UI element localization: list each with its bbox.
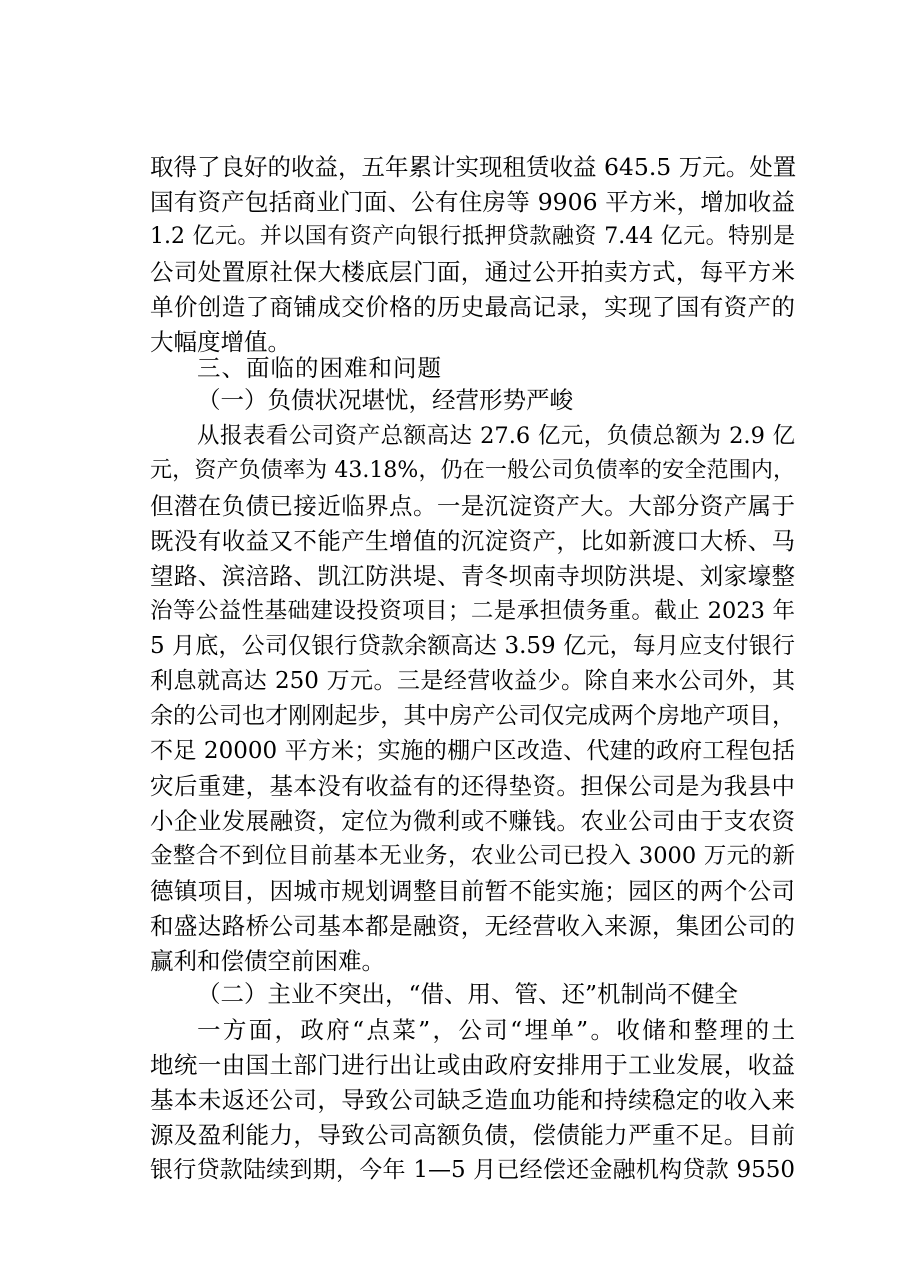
body-text-line: 取得了良好的收益，五年累计实现租赁收益 645.5 万元。处置 [150,153,797,181]
body-text-line: 灾后重建，基本没有收益有的还得垫资。担保公司是为我县中 [150,772,795,800]
body-text-line: 赢利和偿债空前困难。 [150,947,385,975]
body-text-line: 元，资产负债率为 43.18%，仍在一般公司负债率的安全范围内， [150,458,795,483]
body-text-line: 源及盈利能力，导致公司高额负债，偿债能力严重不足。目前 [150,1121,795,1149]
body-text-line: 德镇项目，因城市规划调整目前暂不能实施；园区的两个公司 [150,877,795,905]
body-text-line: 基本未返还公司，导致公司缺乏造血功能和持续稳定的收入来 [150,1086,795,1114]
body-text-line: 从报表看公司资产总额高达 27.6 亿元，负债总额为 2.9 亿 [197,423,795,449]
body-text-line: 1.2 亿元。并以国有资产向银行抵押贷款融资 7.44 亿元。特别是 [150,224,795,249]
body-text-line: 余的公司也才刚刚起步，其中房产公司仅完成两个房地产项目， [150,703,795,729]
body-text-line: 5 月底，公司仅银行贷款余额高达 3.59 亿元，每月应支付银行 [150,633,795,659]
body-text-line: 大幅度增值。 [150,328,291,356]
body-text-line: 既没有收益又不能产生增值的沉淀资产，比如新渡口大桥、马 [150,527,795,555]
body-text-line: 单价创造了商铺成交价格的历史最高记录，实现了国有资产的 [150,293,795,321]
body-text-line: 公司处置原社保大楼底层门面，通过公开拍卖方式，每平方米 [150,258,795,286]
subsection-heading: （二）主业不突出，“借、用、管、还”机制尚不健全 [197,980,739,1008]
body-text-line: 银行贷款陆续到期，今年 1—5 月已经偿还金融机构贷款 9550 [150,1157,795,1183]
body-text-line: 治等公益性基础建设投资项目；二是承担债务重。截止 2023 年 [150,598,795,624]
body-text-line: 不足 20000 平方米；实施的棚户区改造、代建的政府工程包括 [150,738,795,764]
body-text-line: 一方面，政府“点菜”，公司“埋单”。收储和整理的土 [197,1016,795,1044]
subsection-heading: （一）负债状况堪忧，经营形势严峻 [197,386,573,414]
body-text-line: 和盛达路桥公司基本都是融资，无经营收入来源，集团公司的 [150,912,795,940]
body-text-line: 但潜在负债已接近临界点。一是沉淀资产大。大部分资产属于 [150,492,795,520]
section-heading: 三、面临的困难和问题 [197,354,442,382]
body-text-line: 金整合不到位目前基本无业务，农业公司已投入 3000 万元的新 [150,843,795,869]
body-text-line: 地统一由国土部门进行出让或由政府安排用于工业发展，收益 [150,1051,795,1079]
body-text-line: 望路、滨涪路、凯江防洪堤、青冬坝南寺坝防洪堤、刘家壕整 [150,562,795,590]
body-text-line: 利息就高达 250 万元。三是经营收益少。除自来水公司外，其 [150,668,795,694]
body-text-line: 小企业发展融资，定位为微利或不赚钱。农业公司由于支农资 [150,807,795,835]
body-text-line: 国有资产包括商业门面、公有住房等 9906 平方米，增加收益 [150,188,795,216]
